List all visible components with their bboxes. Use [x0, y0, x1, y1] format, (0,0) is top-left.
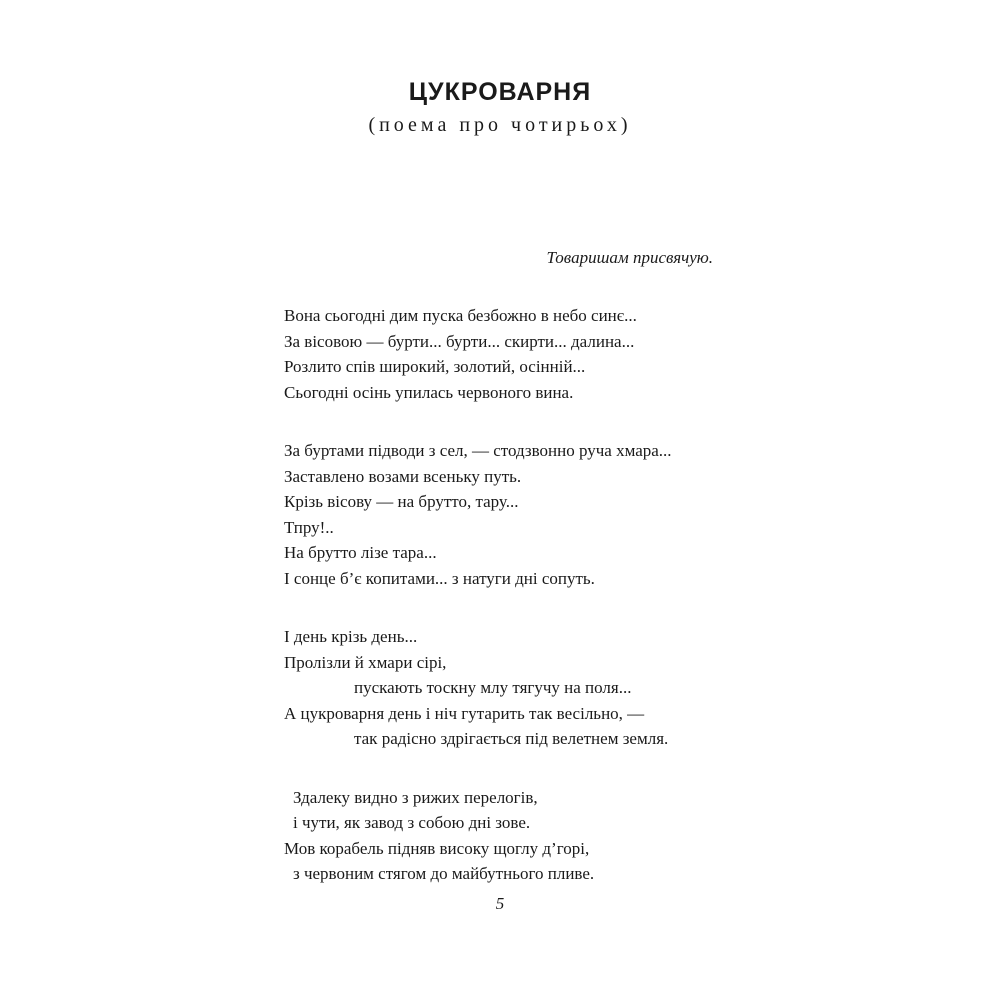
stanza-3: [284, 624, 744, 752]
poem-line: Тпру!..: [284, 517, 334, 537]
poem-line: Заставлено возами всеньку путь.: [284, 466, 522, 486]
poem-line: Сьогодні осінь упилась червоного вина.: [284, 382, 574, 402]
poem-line: А цукроварня день і ніч гутарить так весільно, —: [284, 703, 645, 723]
poem-line-indented: пускають тоскну млу тягучу на поля...: [354, 678, 632, 697]
stanza-4: [284, 785, 744, 887]
poem-line: Пролізли й хмари сірі,: [284, 652, 447, 672]
poem-body: [284, 303, 744, 920]
poem-line: І день крізь день...: [284, 627, 418, 646]
poem-line-indented: і чути, як завод з собою дні зове.: [293, 813, 531, 832]
poem-line: На брутто лізе тара...: [284, 543, 437, 562]
poem-line: Розлито спів широкий, золотий, осінній...: [284, 357, 586, 376]
poem-line: За вісовою — бурти... бурти... скирти... далина...: [284, 331, 635, 351]
stanza-2: [284, 438, 744, 591]
poem-line: Вона сьогодні дим пуска безбожно в небо синє...: [284, 306, 637, 325]
poem-line: І сонце б’є копитами... з натуги дні сопуть.: [284, 568, 595, 588]
poem-line-indented: з червоним стягом до майбутнього пливе.: [293, 864, 595, 883]
poem-line-indented: так радісно здрігається під велетнем земля.: [354, 729, 669, 748]
page-number: 5: [495, 894, 505, 913]
poem-line: Крізь вісову — на брутто, тару...: [284, 492, 519, 511]
poem-line-indented: Здалеку видно з рижих перелогів,: [293, 787, 538, 807]
poem-line: Мов корабель підняв високу щоглу д’горі,: [284, 838, 590, 858]
poem-line: За буртами підводи з сел, — стодзвонно руча хмара...: [284, 441, 672, 460]
dedication: Товаришам присвячую.: [546, 248, 713, 267]
poem-subtitle: (поема про чотирьох): [368, 114, 632, 136]
stanza-1: [284, 303, 744, 405]
poem-title: ЦУКРОВАРНЯ: [408, 78, 592, 106]
